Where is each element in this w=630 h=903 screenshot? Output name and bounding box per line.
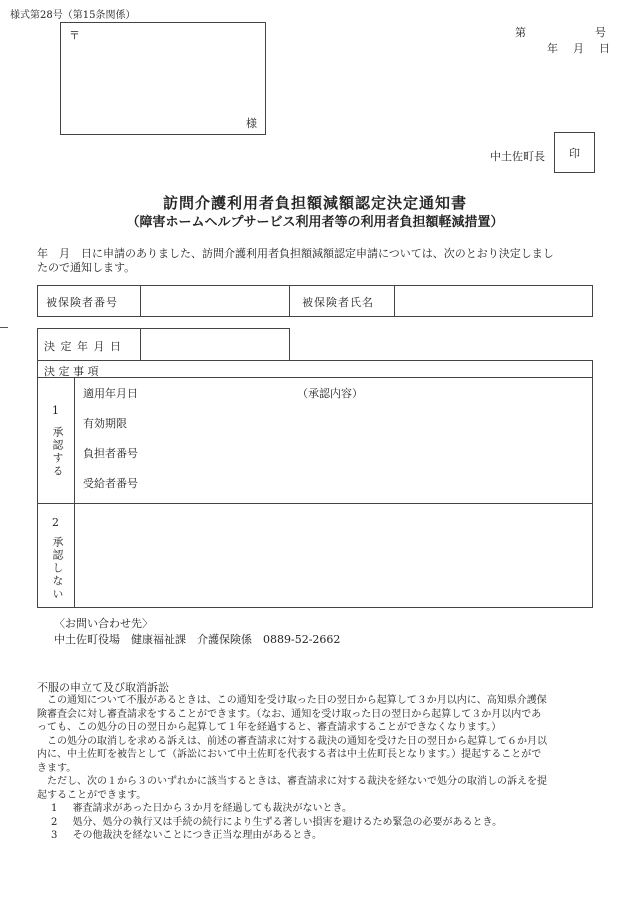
approve-content-cell[interactable] (74, 377, 593, 504)
appeal-line: 内に、中土佐町を被告として（訴訟において中土佐町を代表する者は中土佐町長となります。）提起することがで (37, 749, 542, 760)
appeal-line: 起することができます。 (37, 789, 147, 801)
appeal-line: きます。 (37, 762, 77, 774)
approve-label-cell (37, 377, 75, 504)
approve-field-payer-no: 負担者番号 (83, 447, 138, 460)
insured-name-value[interactable] (394, 285, 593, 317)
honorific: 様 (246, 117, 257, 130)
doc-number-dai: 第 (515, 26, 526, 39)
form-number: 様式第28号（第15条関係） (10, 10, 136, 21)
appeal-line: ただし、次の１から３のいずれかに該当するときは、審査請求に対する裁決を経ないで処分の取消しの訴えを提 (47, 776, 547, 787)
approve-field-recipient-no: 受給者番号 (83, 477, 138, 490)
appeal-line: この処分の取消しを求める訴えは、前述の審査請求に対する裁決の通知を受けた日の翌日から起算して６か月以 (47, 735, 547, 747)
insured-name-label-cell (289, 285, 395, 317)
appeal-body (37, 694, 612, 843)
contact-detail: 中土佐町役場 健康福祉課 介護保険係 0889-52-2662 (54, 633, 341, 646)
appeal-heading: 不服の申立て及び取消訴訟 (37, 681, 169, 694)
reject-label-cell (37, 503, 75, 608)
issuer-name: 中土佐町長 (490, 150, 545, 163)
insured-number-label: 被保険者番号 (46, 296, 118, 309)
appeal-item (37, 802, 612, 816)
doc-number-go: 号 (595, 26, 606, 39)
doc-date: 年 月 日 (547, 42, 612, 55)
intro-line-1: 年 月 日に申請のありました、訪問介護利用者負担額減額認定申請については、次のとおり決定しまし (37, 247, 554, 260)
address-box (60, 22, 266, 135)
document-subtitle: （障害ホームヘルプサービス利用者等の利用者負担額軽減措置） (126, 215, 504, 230)
intro-line-2: たので通知します。 (37, 261, 136, 274)
insured-name-label: 被保険者氏名 (302, 296, 374, 309)
reject-number: 2 (52, 516, 59, 529)
seal-box (554, 132, 595, 173)
appeal-line: っても、この処分の日の翌日から起算して１年を経過すると、審査請求することができなくなります。） (37, 722, 502, 733)
decision-date-label: 決 定 年 月 日 (44, 340, 122, 353)
fold-mark (0, 327, 8, 328)
appeal-item-number: 1 (51, 803, 58, 814)
document-title: 訪問介護利用者負担額減額認定決定通知書 (162, 194, 467, 212)
decision-items-header (37, 360, 593, 378)
appeal-line: この通知について不服があるときは、この通知を受け取った日の翌日から起算して３か月以内に、高知県介護保 (47, 695, 547, 706)
appeal-item (37, 816, 612, 830)
decision-date-label-cell (37, 328, 141, 361)
appeal-item-text: その他裁決を経ないことにつき正当な理由があるとき。 (72, 830, 322, 841)
seal-mark: 印 (569, 146, 580, 160)
reject-label: 承認しない (51, 536, 64, 601)
insured-number-label-cell (37, 285, 141, 317)
appeal-line: 険審査会に対し審査請求をすることができます。（なお、通知を受け取った日の翌日から起算して３か月以内であ (37, 708, 542, 720)
contact-heading: 〈お問い合わせ先〉 (54, 617, 153, 630)
reject-content-cell[interactable] (74, 503, 593, 608)
approve-label: 承認する (51, 426, 64, 478)
approve-field-apply-date: 適用年月日 (83, 387, 138, 400)
appeal-item-text: 処分、処分の執行又は手続の続行により生ずる著しい損害を避けるため緊急の必要があるとき。 (72, 816, 503, 828)
appeal-item-number: 3 (51, 830, 58, 841)
insured-number-value[interactable] (140, 285, 290, 317)
decision-items-label: 決 定 事 項 (44, 365, 99, 378)
approve-number: 1 (52, 404, 59, 417)
appeal-item-number: 2 (51, 816, 58, 828)
appeal-item (37, 829, 612, 843)
decision-date-value[interactable] (140, 328, 290, 361)
appeal-item-text: 審査請求があった日から３か月を経過しても裁決がないとき。 (72, 803, 353, 814)
approve-field-validity: 有効期限 (83, 417, 127, 430)
postal-mark: 〒 (69, 29, 80, 42)
approve-content-label: （承認内容） (297, 387, 363, 400)
